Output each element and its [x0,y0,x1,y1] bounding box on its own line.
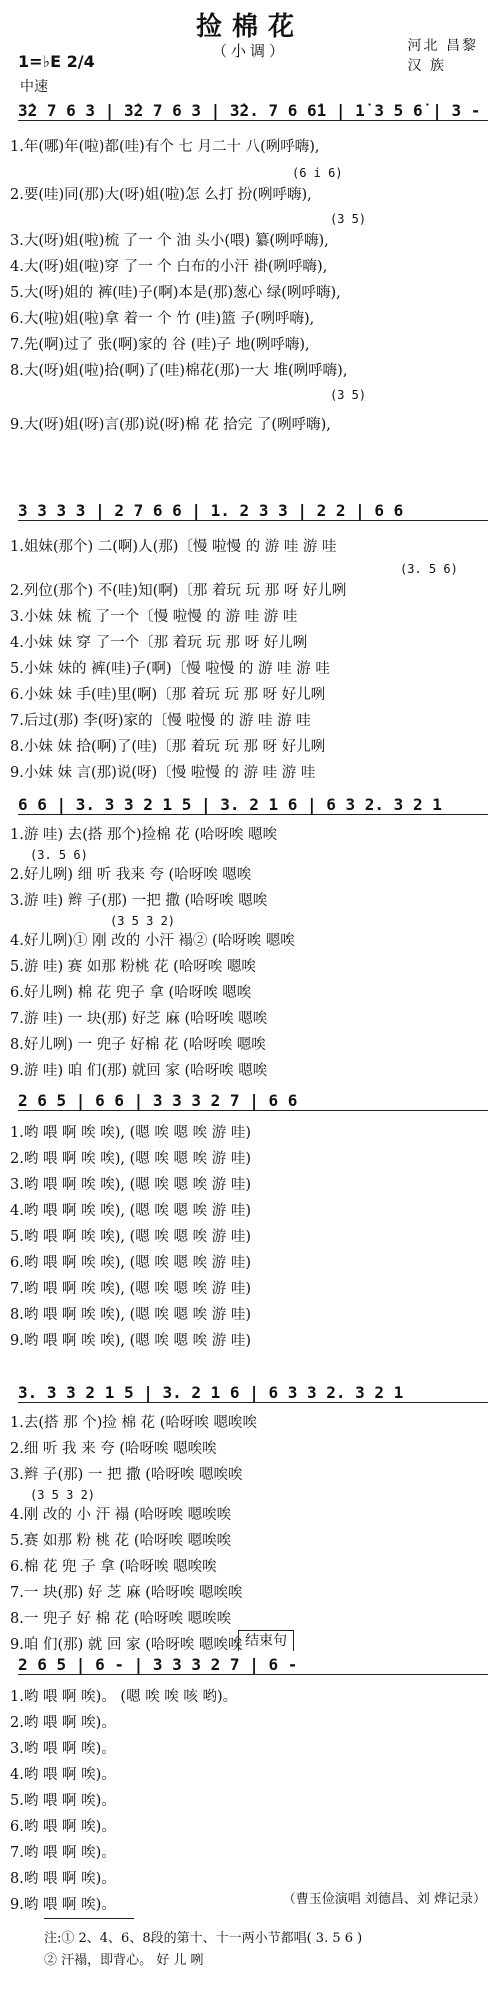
song-subtitle: （小调） [211,42,288,60]
ornament-note: (3. 5 6) [30,848,88,862]
tempo-marking: 中速 [20,79,48,95]
lyric-line: 4.哟 喂 啊 唉 唉), (嗯 唉 嗯 唉 游 哇) [10,1203,252,1219]
lyric-line: 3.哟 喂 啊 唉)。 [10,1741,116,1757]
lyric-line: 8.好儿咧) 一 兜子 好棉 花 (哈呀唉 嗯唉 [10,1037,266,1053]
lyric-line: 3.辫 子(那) 一 把 撒 (哈呀唉 嗯唉唉 [10,1467,243,1483]
lyric-line: 7.先(啊)过了 张(啊)家的 谷 (哇)子 地(咧呼嗨), [10,337,310,353]
lyric-line: 6.小妹 妹 手(哇)里(啊)〔那 着玩 玩 那 呀 好儿咧 [10,687,326,703]
region-label: 河北 昌黎 [407,38,478,54]
notation-line: 3 3 3 3 | 2 7 6 6 | 1. 2 3 3 | 2 2 | 6 6 [18,496,488,526]
lyric-line: 1.姐妹(那个) 二(啊)人(那)〔慢 啦慢 的 游 哇 游 哇 [10,539,337,555]
song-meta [408,36,478,76]
lyric-line: 7.游 哇) 一 块(那) 好芝 麻 (哈呀唉 嗯唉 [10,1011,268,1027]
notation-line: 3. 3 3 2 1 5 | 3. 2 1 6 | 6 3 3 2. 3 2 1 [18,1378,488,1408]
lyric-line: 5.小妹 妹的 裤(哇)子(啊)〔慢 啦慢 的 游 哇 游 哇 [10,661,330,677]
lyric-line: 7.哟 喂 啊 唉 唉), (嗯 唉 嗯 唉 游 哇) [10,1281,252,1297]
lyric-line: 5.游 哇) 赛 如那 粉桃 花 (哈呀唉 嗯唉 [10,959,256,975]
lyric-line: 9.哟 喂 啊 唉)。 [10,1897,116,1913]
notation-line: 3̇2 7 6 3 | 3̇2 7 6 3 | 3̇2. 7 6 6̇1 | 1̇ 3 5 6̇ | 3 - [18,96,488,126]
lyric-line: 1.去(搭 那 个)捡 棉 花 (哈呀唉 嗯唉唉 [10,1415,257,1431]
lyric-line: 7.哟 喂 啊 唉)。 [10,1845,116,1861]
ornament-note: (3 5 3 2) [110,914,176,928]
lyric-line: 4.哟 喂 啊 唉)。 [10,1767,116,1783]
footnote-2: ② 汗褟，即背心。 好 儿 咧 [44,1953,204,1968]
footnote-divider [44,1918,134,1919]
ethnicity-label: 汉 族 [407,58,446,74]
lyric-line: 4.小妹 妹 穿 了一个〔那 着玩 玩 那 呀 好儿咧 [10,635,308,651]
lyric-line: 6.棉 花 兜 子 拿 (哈呀唉 嗯唉唉 [10,1559,217,1575]
lyric-line: 7.后过(那) 李(呀)家的〔慢 啦慢 的 游 哇 游 哇 [10,713,311,729]
lyric-line: 8.哟 喂 啊 唉 唉), (嗯 唉 嗯 唉 游 哇) [10,1307,252,1323]
lyric-line: 5.大(呀)姐的 裤(哇)子(啊)本是(那)葱心 绿(咧呼嗨), [10,285,341,301]
ornament-note: (3 5) [330,388,367,402]
lyric-line: 5.哟 喂 啊 唉 唉), (嗯 唉 嗯 唉 游 哇) [10,1229,252,1245]
footnotes [44,1928,362,1972]
lyric-line: 1.游 哇) 去(搭 那个)捡棉 花 (哈呀唉 嗯唉 [10,827,278,843]
performer-credit: （曹玉俭演唱 刘德昌、刘 烨记录） [282,1892,486,1907]
lyric-line: 6.哟 喂 啊 唉)。 [10,1819,116,1835]
lyric-line: 4.刚 改的 小 汗 褟 (哈呀唉 嗯唉唉 [10,1507,232,1523]
ending-phrase-label: 结束句 [238,1630,294,1651]
lyric-line: 6.好儿咧) 棉 花 兜子 拿 (哈呀唉 嗯唉 [10,985,252,1001]
lyric-line: 9.游 哇) 咱 们(那) 就回 家 (哈呀唉 嗯唉 [10,1063,268,1079]
lyric-line: 6.哟 喂 啊 唉 唉), (嗯 唉 嗯 唉 游 哇) [10,1255,252,1271]
lyric-line: 3.哟 喂 啊 唉 唉), (嗯 唉 嗯 唉 游 哇) [10,1177,252,1193]
lyric-line: 8.哟 喂 啊 唉)。 [10,1871,116,1887]
ornament-note: (3 5 3 2) [30,1488,96,1502]
lyric-line: 2.要(哇)同(那)大(呀)姐(啦)怎 么打 扮(咧呼嗨), [10,187,312,203]
lyric-line: 6.大(啦)姐(啦)拿 着一 个 竹 (哇)篮 子(咧呼嗨), [10,311,315,327]
ornament-note: (6 i 6) [292,166,343,180]
notation-line: 2 6 5 | 6 6 | 3 3 3 2 7 | 6 6 [18,1086,488,1116]
footnote-1: 注:① 2、4、6、8段的第十、十一两小节都唱( 3. 5 6 ) [44,1931,363,1946]
lyric-line: 7.一 块(那) 好 芝 麻 (哈呀唉 嗯唉唉 [10,1585,243,1601]
lyric-line: 9.大(呀)姐(呀)言(那)说(呀)棉 花 拾完 了(咧呼嗨), [10,417,331,433]
lyric-line: 9.哟 喂 啊 唉 唉), (嗯 唉 嗯 唉 游 哇) [10,1333,252,1349]
song-title: 捡棉花 [195,12,304,42]
lyric-line: 3.游 哇) 辫 子(那) 一把 撒 (哈呀唉 嗯唉 [10,893,268,909]
lyric-line: 8.一 兜子 好 棉 花 (哈呀唉 嗯唉唉 [10,1611,232,1627]
lyric-line: 2.细 听 我 来 夸 (哈呀唉 嗯唉唉 [10,1441,217,1457]
lyric-line: 2.列位(那个) 不(哇)知(啊)〔那 着玩 玩 那 呀 好儿咧 [10,583,347,599]
lyric-line: 2.好儿咧) 细 听 我来 夸 (哈呀唉 嗯唉 [10,867,252,883]
lyric-line: 2.哟 喂 啊 唉 唉), (嗯 唉 嗯 唉 游 哇) [10,1151,252,1167]
lyric-line: 3.大(呀)姐(啦)梳 了一 个 油 头小(喂) 纂(咧呼嗨), [10,233,329,249]
lyric-line: 8.大(呀)姐(啦)拾(啊)了(哇)棉花(那)一大 堆(咧呼嗨), [10,363,348,379]
lyric-line: 1.哟 喂 啊 唉)。 (嗯 唉 唉 咳 哟)。 [10,1689,238,1705]
lyric-line: 8.小妹 妹 拾(啊)了(哇)〔那 着玩 玩 那 呀 好儿咧 [10,739,326,755]
lyric-line: 1.年(哪)年(啦)都(哇)有个 七 月二十 八(咧呼嗨), [10,139,320,155]
lyric-line: 5.哟 喂 啊 唉)。 [10,1793,116,1809]
lyric-line: 9.咱 们(那) 就 回 家 (哈呀唉 嗯唉唉 [10,1637,243,1653]
lyric-line: 1.哟 喂 啊 唉 唉), (嗯 唉 嗯 唉 游 哇) [10,1125,252,1141]
ornament-note: (3 5) [330,212,367,226]
lyric-line: 3.小妹 妹 梳 了一个〔慢 啦慢 的 游 哇 游 哇 [10,609,298,625]
lyric-line: 4.好儿咧)① 刚 改的 小汗 褟② (哈呀唉 嗯唉 [10,933,295,949]
key-signature: 1=♭E 2/4 [18,52,95,71]
notation-line: 2 6 5 | 6 - | 3 3 3 2 7 | 6 - [18,1650,488,1680]
lyric-line: 2.哟 喂 啊 唉)。 [10,1715,116,1731]
lyric-line: 4.大(呀)姐(啦)穿 了一 个 白布的小汗 褂(咧呼嗨), [10,259,328,275]
notation-line: 6 6 | 3. 3 3 2 1 5 | 3. 2 1 6 | 6 3 2. 3 2 1 [18,790,488,820]
lyric-line: 9.小妹 妹 言(那)说(呀)〔慢 啦慢 的 游 哇 游 哇 [10,765,316,781]
lyric-line: 5.赛 如那 粉 桃 花 (哈呀唉 嗯唉唉 [10,1533,232,1549]
ornament-note: (3. 5 6) [400,562,458,576]
